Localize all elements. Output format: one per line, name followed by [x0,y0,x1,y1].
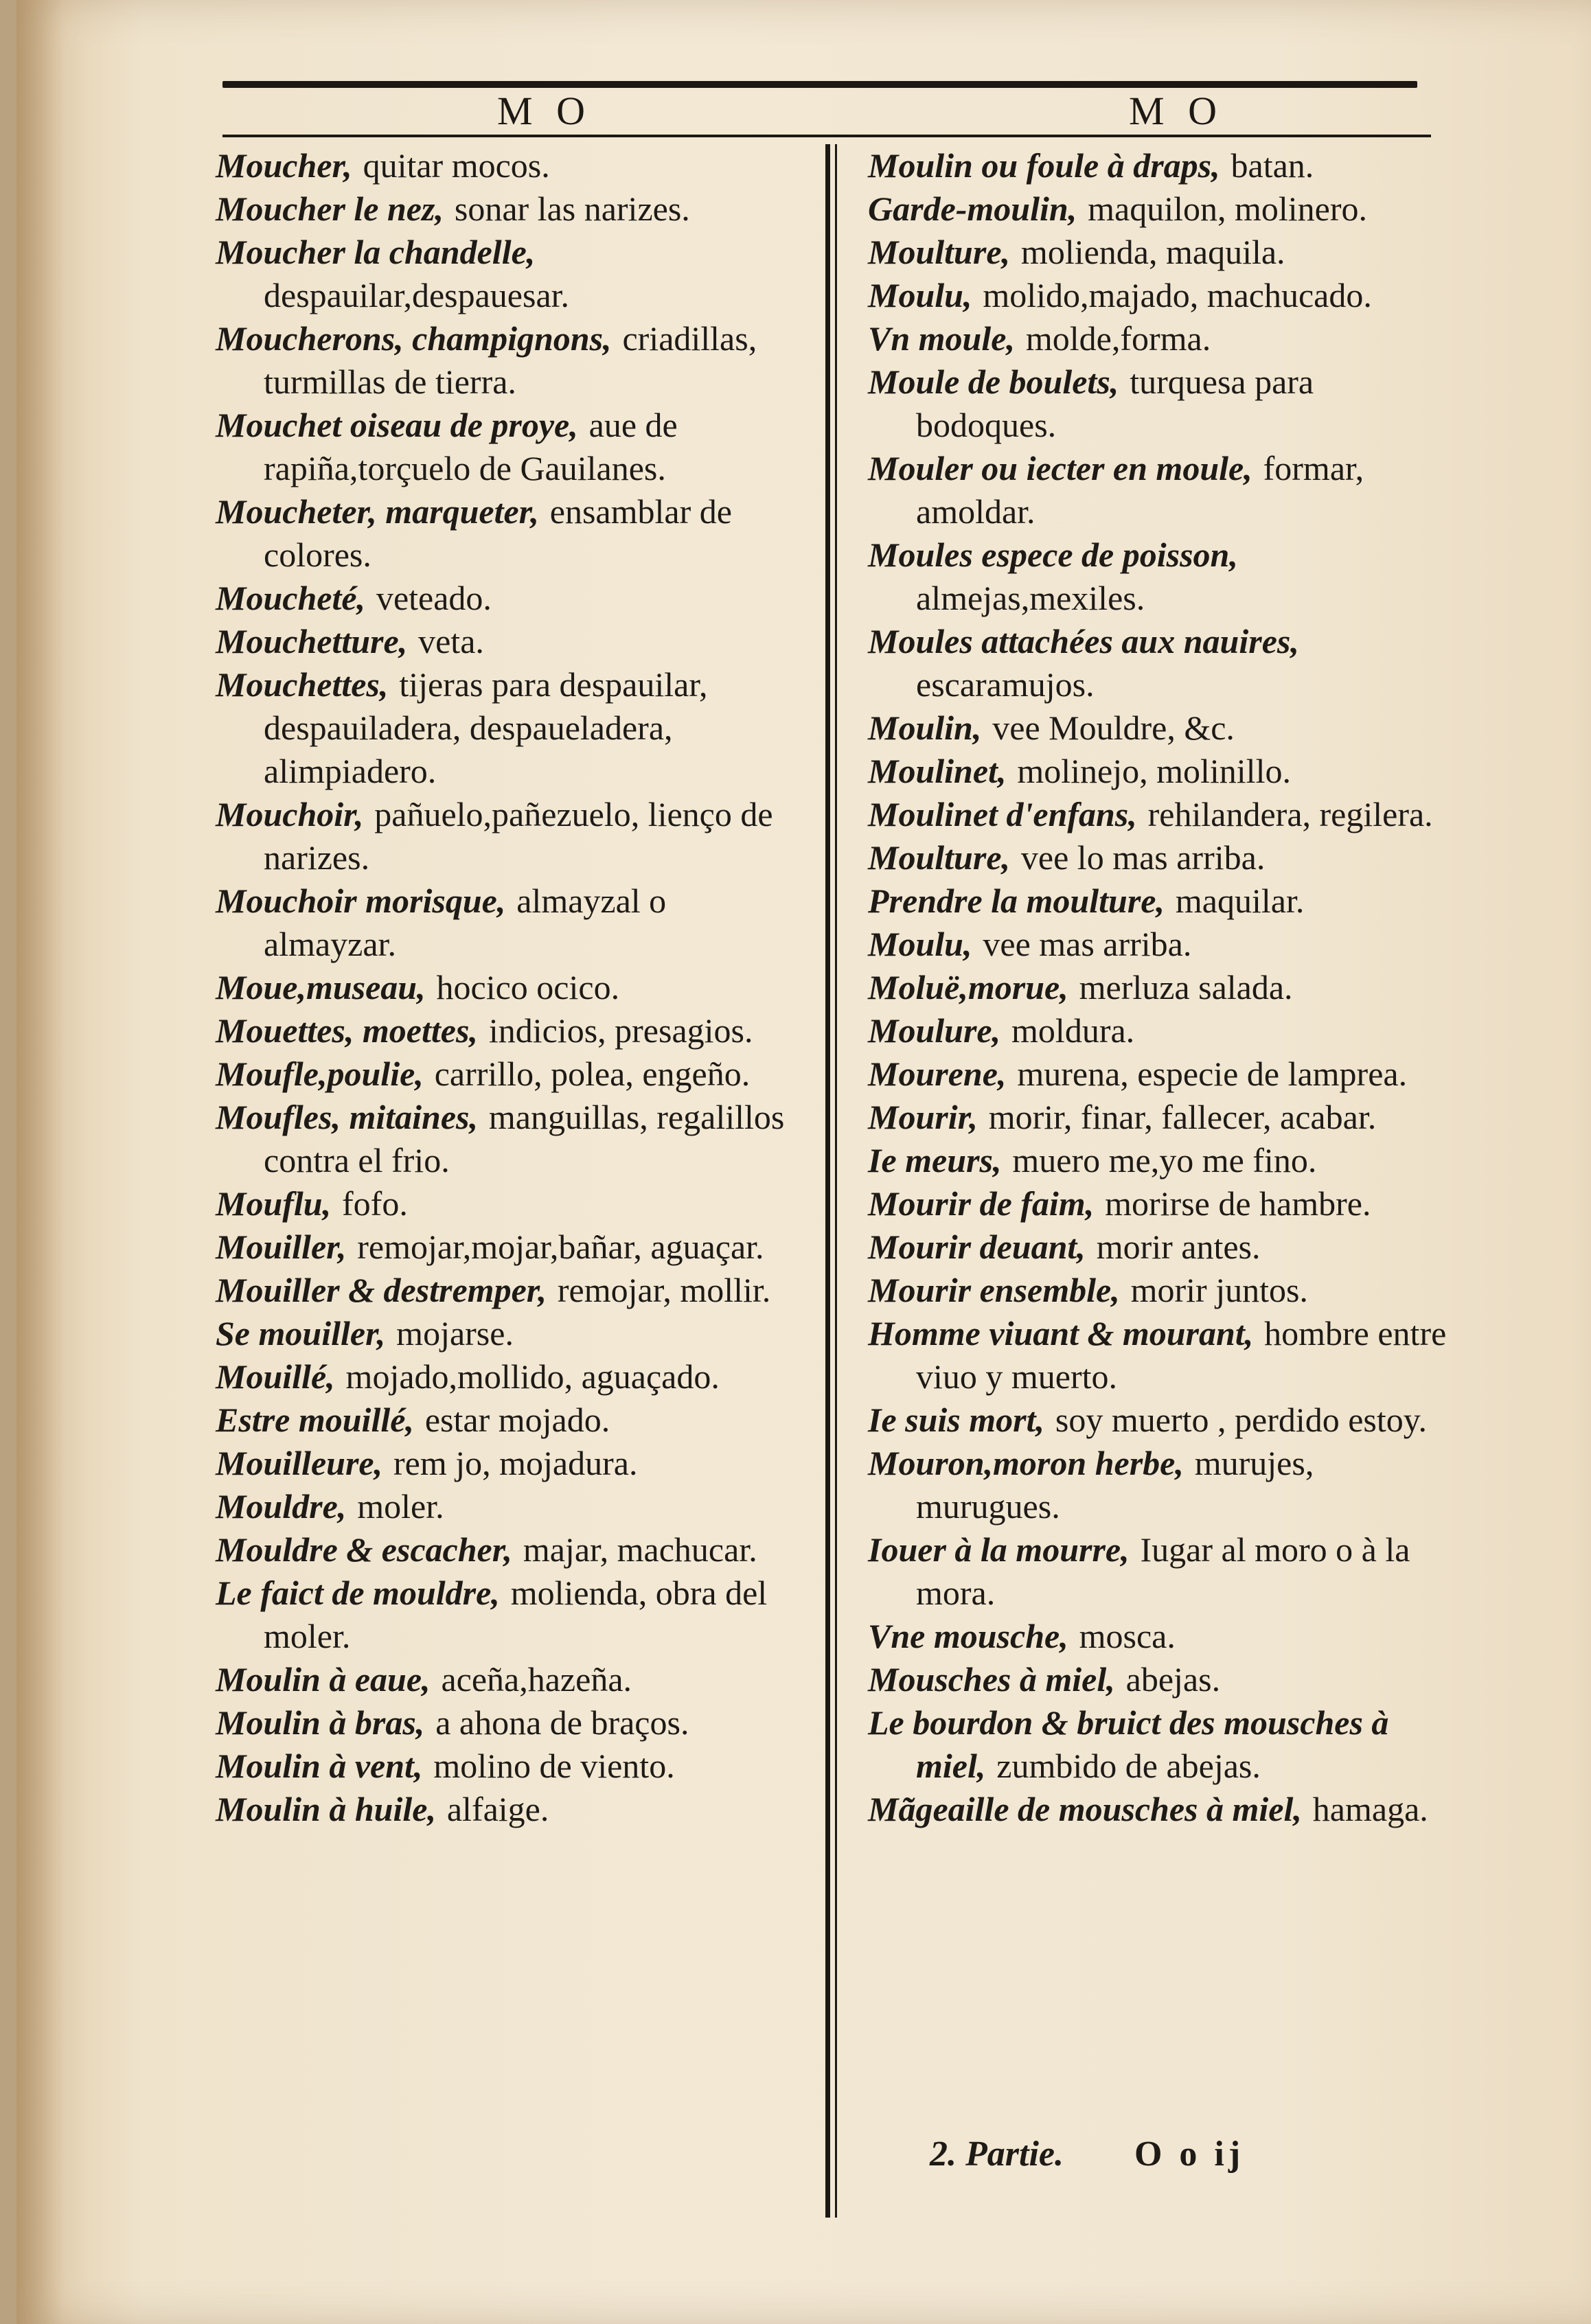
entry-definition: abejas. [1125,1660,1221,1699]
entry-definition: maquilar. [1175,882,1305,920]
entry-headword: Moulin à vent, [216,1747,423,1785]
dictionary-entry [868,274,1458,317]
dictionary-entry [868,187,1458,231]
dictionary-entry [216,1182,806,1226]
running-head-left: M O [497,89,592,133]
entry-headword: Moufles, mitaines, [216,1098,478,1136]
entry-definition: zumbido de abejas. [996,1747,1261,1785]
dictionary-entry [868,231,1458,274]
entry-definition: criadillas, turmillas de tierra. [264,319,757,401]
entry-headword: Mouldre, [216,1487,347,1526]
entry-definition: molino de viento. [433,1747,675,1785]
entry-definition: hocico ocico. [436,968,620,1006]
entry-definition: almayzal o almayzar. [264,882,667,963]
entry-definition: merluza salada. [1079,968,1293,1006]
entry-headword: Moulinet d'enfans, [868,795,1137,833]
entry-definition: alfaige. [446,1790,549,1828]
entry-headword: Moulin, [868,709,982,747]
entry-definition: molinejo, molinillo. [1017,752,1291,790]
entry-headword: Mouchoir, [216,795,364,833]
entry-definition: a ahona de braços. [435,1703,689,1742]
entry-headword: Se mouiller, [216,1314,386,1353]
entry-definition: Iugar al moro o à la mora. [916,1530,1410,1612]
running-head-right: M O [1129,89,1224,133]
dictionary-entry [868,1528,1458,1615]
entry-headword: Moulture, [868,838,1011,877]
dictionary-entry [216,1009,806,1052]
entry-headword: Mouettes, moettes, [216,1011,478,1050]
entry-headword: Moue,museau, [216,968,426,1006]
entry-definition: majar, machucar. [523,1530,757,1569]
dictionary-entry [868,533,1458,620]
entry-definition: rehilandera, regilera. [1147,795,1433,833]
entry-definition: sonar las narizes. [454,189,690,228]
entry-headword: Vn moule, [868,319,1015,358]
entry-headword: Ie suis mort, [868,1401,1045,1439]
dictionary-entry [216,577,806,620]
entry-headword: Garde-moulin, [868,189,1077,228]
entry-headword: Homme viuant & mourant, [868,1314,1254,1353]
dictionary-entry [216,620,806,663]
entry-headword: Mãgeaille de mousches à miel, [868,1790,1302,1828]
entry-headword: Moules espece de poisson, [868,536,1238,574]
dictionary-entry [216,1701,806,1745]
entry-definition: turquesa para bodoques. [916,363,1314,444]
dictionary-entry [868,1788,1458,1831]
entry-headword: Mouldre & escacher, [216,1530,512,1569]
entry-definition: formar, amoldar. [916,449,1364,531]
entry-headword: Moucher le nez, [216,189,444,228]
entry-definition: manguillas, regalillos contra el frio. [264,1098,785,1180]
entry-headword: Moufle,poulie, [216,1055,424,1093]
entry-headword: Moucheté, [216,579,366,617]
entry-headword: Mouchetture, [216,622,408,660]
entry-headword: Moulin à bras, [216,1703,425,1742]
dictionary-entry [216,1312,806,1355]
dictionary-entry [216,1096,806,1182]
entry-headword: Mouchet oiseau de proye, [216,406,578,444]
dictionary-entry [868,620,1458,706]
dictionary-entry [216,187,806,231]
entry-headword: Prendre la moulture, [868,882,1165,920]
footer-signature: O o ij [1134,2135,1245,2174]
entry-definition: molido,majado, machucado. [983,276,1372,314]
entry-definition: indicios, presagios. [488,1011,753,1050]
entry-headword: Moucher, [216,146,352,185]
entry-definition: remojar,mojar,bañar, aguaçar. [357,1228,764,1266]
entry-definition: morir antes. [1096,1228,1261,1266]
entry-definition: molde,forma. [1025,319,1211,358]
dictionary-entry [216,663,806,793]
entry-headword: Mouron,moron herbe, [868,1444,1184,1482]
dictionary-entry [868,1399,1458,1442]
dictionary-entry [868,793,1458,836]
dictionary-entry [216,879,806,966]
dictionary-entry [868,447,1458,533]
entry-headword: Mouflu, [216,1184,332,1223]
dictionary-entry [868,750,1458,793]
dictionary-entry [868,879,1458,923]
entry-headword: Vne mousche, [868,1617,1068,1655]
dictionary-entry [868,1096,1458,1139]
entry-headword: Mouilleure, [216,1444,383,1482]
dictionary-entry [216,1658,806,1701]
dictionary-entry [216,1485,806,1528]
entry-headword: Moulu, [868,276,972,314]
entry-headword: Moucher la chandelle, [216,233,536,271]
entry-definition: aceña,hazeña. [441,1660,632,1699]
dictionary-entry [216,1355,806,1399]
entry-definition: rem jo, mojadura. [393,1444,638,1482]
entry-headword: Le bourdon & bruict des mousches à miel, [868,1703,1389,1785]
entry-headword: Mourir deuant, [868,1228,1086,1266]
entry-headword: Mourir de faim, [868,1184,1095,1223]
entry-definition: hamaga. [1312,1790,1428,1828]
entry-headword: Moulure, [868,1011,1001,1050]
entry-definition: morir, finar, fallecer, acabar. [988,1098,1377,1136]
entry-definition: murena, especie de lamprea. [1017,1055,1408,1093]
dictionary-entry [216,1528,806,1572]
entry-headword: Moulin à huile, [216,1790,436,1828]
dictionary-entry [868,1052,1458,1096]
entry-headword: Moulin ou foule à draps, [868,146,1220,185]
entry-definition: aue de rapiña,torçuelo de Gauilanes. [264,406,678,487]
entry-headword: Estre mouillé, [216,1401,414,1439]
dictionary-entry [868,1226,1458,1269]
entry-headword: Mourene, [868,1055,1007,1093]
dictionary-entry [216,490,806,577]
dictionary-entry [868,1269,1458,1312]
entry-definition: ensamblar de colores. [264,492,732,574]
entry-headword: Mouillé, [216,1357,335,1396]
entry-definition: mosca. [1079,1617,1176,1655]
entry-definition: tijeras para despauilar, despauiladera, despaueladera, alimpiadero. [264,665,708,790]
entry-definition: moler. [357,1487,444,1526]
entry-definition: veteado. [376,579,492,617]
entry-definition: batan. [1231,146,1314,185]
dictionary-entry [216,1399,806,1442]
dictionary-entry [868,1139,1458,1182]
entry-definition: mojado,mollido, aguaçado. [345,1357,720,1396]
entry-headword: Mouler ou iecter en moule, [868,449,1252,487]
entry-headword: Ie meurs, [868,1141,1002,1180]
entry-definition: pañuelo,pañezuelo, lienço de narizes. [264,795,773,877]
entry-definition: vee mas arriba. [983,925,1192,963]
dictionary-entry [216,966,806,1009]
dictionary-entry [216,231,806,317]
dictionary-entry [216,1442,806,1485]
dictionary-entry [216,404,806,490]
entry-headword: Le faict de mouldre, [216,1574,500,1612]
entry-definition: soy muerto , perdido estoy. [1055,1401,1428,1439]
entry-definition: hombre entre viuo y muerto. [916,1314,1447,1396]
dictionary-entry [868,923,1458,966]
entry-headword: Moulin à eaue, [216,1660,431,1699]
entry-headword: Moule de boulets, [868,363,1119,401]
entry-definition: mojarse. [396,1314,514,1353]
dictionary-entry [216,1788,806,1831]
entry-definition: maquilon, molinero. [1088,189,1367,228]
entry-definition: morir juntos. [1130,1271,1308,1309]
entry-headword: Moucherons, champignons, [216,319,612,358]
dictionary-entry [216,1226,806,1269]
entry-definition: quitar mocos. [363,146,550,185]
entry-definition: molienda, obra del moler. [264,1574,768,1655]
entry-headword: Mourir ensemble, [868,1271,1120,1309]
entry-headword: Moucheter, marqueter, [216,492,539,531]
dictionary-entry [868,706,1458,750]
dictionary-entry [868,1701,1458,1788]
entry-definition: almejas,mexiles. [916,579,1145,617]
entry-definition: escaramujos. [916,665,1095,704]
dictionary-entry [868,966,1458,1009]
entry-headword: Mouchoir morisque, [216,882,506,920]
book-page [16,0,1591,2324]
entry-definition: muero me,yo me fino. [1012,1141,1317,1180]
entry-definition: fofo. [342,1184,408,1223]
entry-definition: murujes, murugues. [916,1444,1314,1526]
entry-definition: vee lo mas arriba. [1020,838,1266,877]
footer-section: 2. Partie. [930,2135,1064,2174]
dictionary-entry [216,1745,806,1788]
entry-definition: vee Mouldre, &c. [992,709,1235,747]
dictionary-entry [216,1269,806,1312]
entry-definition: estar mojado. [424,1401,610,1439]
dictionary-entry [868,836,1458,879]
dictionary-entry [216,1572,806,1658]
entry-headword: Mouchettes, [216,665,389,704]
dictionary-entry [868,1615,1458,1658]
entry-headword: Moluë,morue, [868,968,1068,1006]
entry-definition: molienda, maquila. [1020,233,1285,271]
left-column [216,144,806,1831]
entry-definition: veta. [418,622,484,660]
column-divider [825,144,830,2218]
header-rule-top [222,81,1417,88]
entry-headword: Moulu, [868,925,972,963]
dictionary-entry [868,317,1458,360]
dictionary-entry [868,1182,1458,1226]
entry-definition: moldura. [1011,1011,1135,1050]
entry-headword: Moules attachées aux nauires, [868,622,1299,660]
dictionary-entry [868,1442,1458,1528]
dictionary-entry [868,1009,1458,1052]
entry-headword: Mouiller, [216,1228,347,1266]
dictionary-entry [216,793,806,879]
entry-definition: morirse de hambre. [1105,1184,1371,1223]
entry-headword: Moulinet, [868,752,1007,790]
dictionary-entry [868,1312,1458,1399]
dictionary-entry [216,1052,806,1096]
entry-headword: Mousches à miel, [868,1660,1115,1699]
dictionary-entry [868,360,1458,447]
dictionary-entry [868,144,1458,187]
dictionary-entry [216,144,806,187]
entry-headword: Mouiller & destremper, [216,1271,547,1309]
entry-definition: carrillo, polea, engeño. [434,1055,751,1093]
entry-headword: Iouer à la mourre, [868,1530,1130,1569]
column-divider-thin [835,144,837,2218]
dictionary-entry [216,317,806,404]
page-footer [930,2134,1452,2174]
header-rule-bottom [222,135,1431,137]
entry-headword: Mourir, [868,1098,978,1136]
entry-headword: Moulture, [868,233,1011,271]
dictionary-entry [868,1658,1458,1701]
entry-definition: despauilar,despauesar. [264,276,570,314]
entry-definition: remojar, mollir. [557,1271,771,1309]
right-column [868,144,1458,1831]
